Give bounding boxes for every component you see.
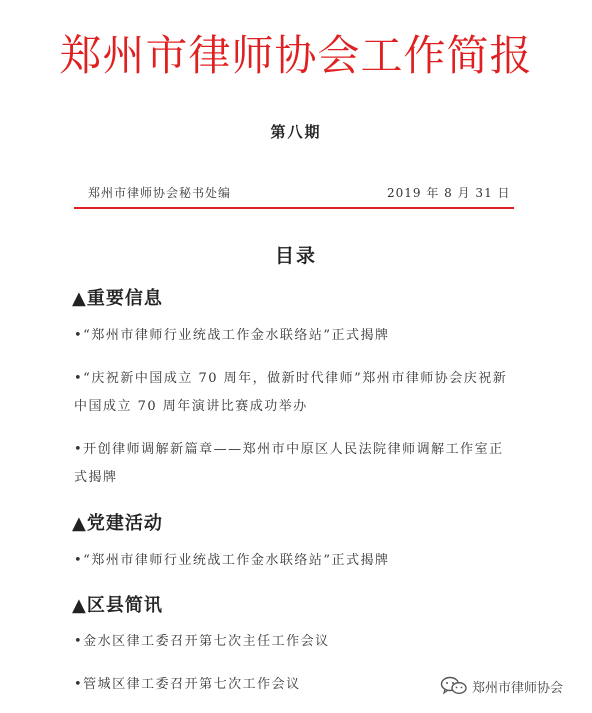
list-item[interactable]: •“郑州市律师行业统战工作金水联络站”正式揭牌 [74, 553, 390, 568]
list-item[interactable]: •开创律师调解新篇章——郑州市中原区人民法院律师调解工作室正式揭牌 [74, 442, 504, 485]
section-heading-party: ▲党建活动 [72, 513, 163, 534]
header-divider [74, 207, 514, 209]
publish-date: 2019 年 8 月 31 日 [387, 186, 511, 200]
list-item[interactable]: •“庆祝新中国成立 70 周年，做新时代律师”郑州市律师协会庆祝新中国成立 70 周年演讲比赛成功举办 [74, 371, 508, 414]
issue-number: 第八期 [270, 123, 322, 141]
section-heading-important: ▲重要信息 [72, 288, 163, 309]
list-item[interactable]: •管城区律工委召开第七次工作会议 [74, 677, 301, 692]
wechat-icon [440, 676, 468, 696]
list-item[interactable]: •金水区律工委召开第七次主任工作会议 [74, 634, 330, 649]
watermark [440, 676, 563, 696]
list-item[interactable]: •“郑州市律师行业统战工作金水联络站”正式揭牌 [74, 328, 390, 343]
editor-line: 郑州市律师协会秘书处编 [88, 186, 232, 200]
report-title: 郑州市律师协会工作简报 [59, 31, 533, 80]
toc-title: 目录 [274, 245, 317, 267]
section-heading-district: ▲区县简讯 [72, 595, 163, 616]
watermark-text: 郑州市律师协会 [472, 680, 564, 696]
